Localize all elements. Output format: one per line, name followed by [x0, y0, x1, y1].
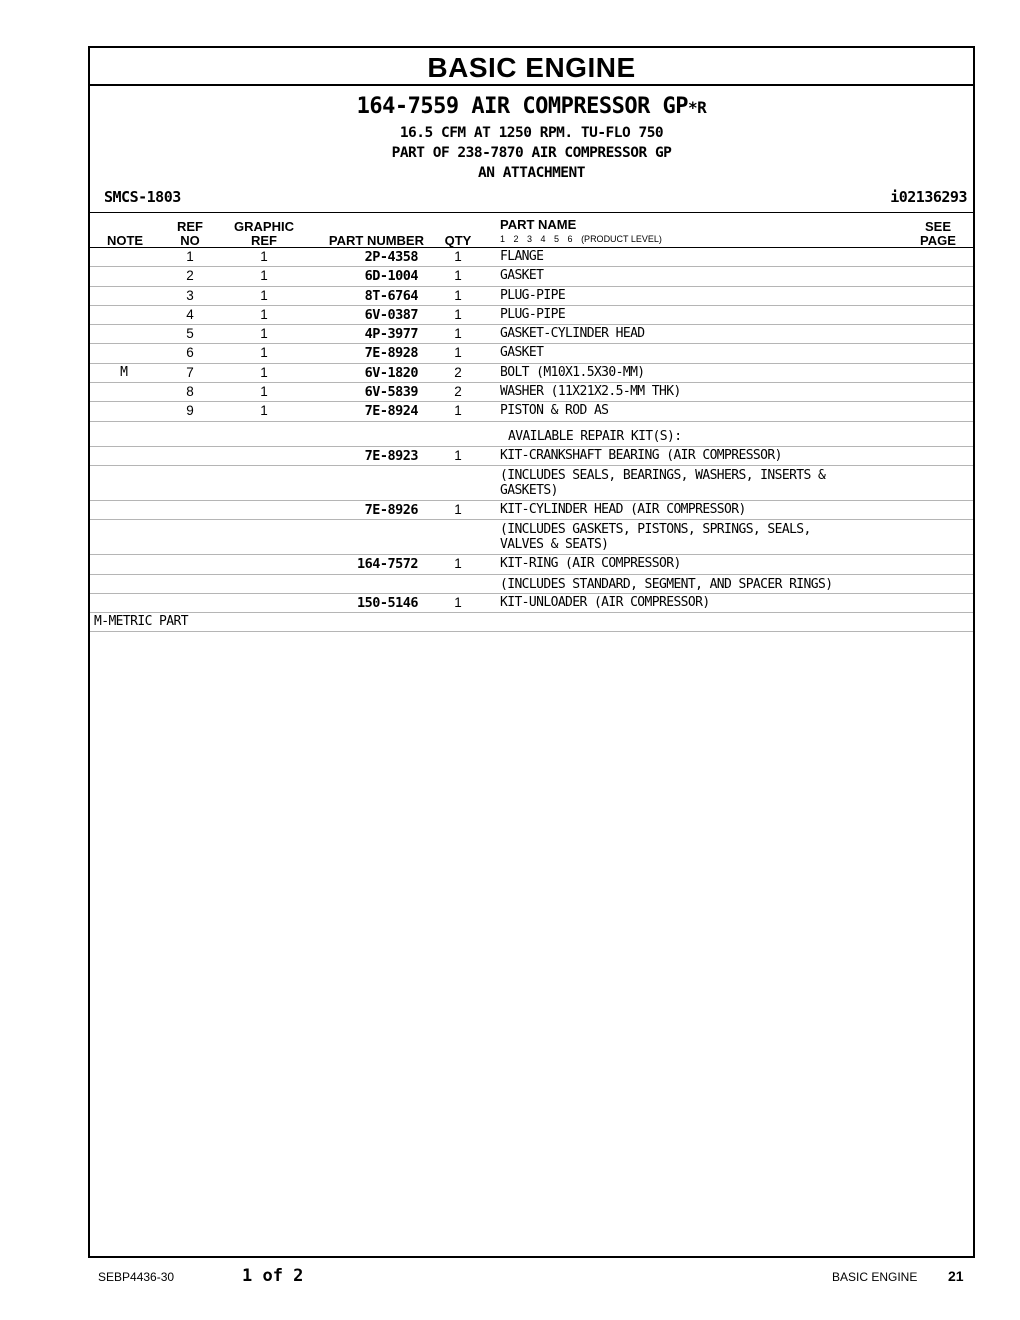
kit-qty-cell: 1 [454, 501, 462, 517]
graphic-ref-cell: 1 [260, 287, 268, 303]
table-row [90, 306, 973, 325]
illustration-id: i02136293 [890, 188, 967, 206]
title-line-1: 16.5 CFM AT 1250 RPM. TU-FLO 750 [399, 125, 664, 141]
header-see-top: SEE [924, 219, 951, 234]
qty-cell: 1 [454, 403, 462, 419]
graphic-ref-cell: 1 [260, 249, 268, 264]
kit-includes-line: (INCLUDES GASKETS, PISTONS, SPRINGS, SEALS, [500, 522, 811, 538]
kits-heading-row [90, 422, 973, 447]
part-number-cell: 8T-6764 [364, 287, 418, 304]
part-number-cell: 6V-1820 [364, 364, 418, 381]
ref-no-cell: 2 [186, 268, 194, 284]
part-number-cell: 7E-8928 [364, 345, 418, 362]
kit-part-number-cell: 164-7572 [356, 556, 418, 573]
footer-section: BASIC ENGINE [832, 1270, 918, 1284]
graphic-ref-cell: 1 [260, 345, 268, 361]
part-number-cell: 7E-8924 [364, 403, 418, 420]
footer-doc-id: SEBP4436-30 [98, 1270, 175, 1284]
table-row [90, 248, 973, 267]
qty-cell: 1 [454, 326, 462, 342]
title-line-3: AN ATTACHMENT [478, 165, 585, 181]
smcs-code: SMCS-1803 [104, 188, 181, 206]
table-row [90, 383, 973, 402]
ref-no-cell: 6 [186, 345, 194, 361]
header-part-number: PART NUMBER [328, 233, 424, 248]
kit-includes-row [90, 520, 973, 555]
kit-includes-row [90, 466, 973, 501]
kit-name-cell: KIT-RING (AIR COMPRESSOR) [500, 556, 681, 572]
title-line-2: PART OF 238-7870 AIR COMPRESSOR GP [391, 145, 672, 161]
ref-no-cell: 4 [186, 306, 194, 322]
group-title-text: 164-7559 AIR COMPRESSOR GP [356, 94, 689, 119]
kit-name-cell: KIT-CYLINDER HEAD (AIR COMPRESSOR) [500, 501, 746, 517]
kit-part-number-cell: 7E-8926 [364, 501, 418, 518]
footer-page-of: 1 of 2 [242, 1266, 304, 1286]
kit-part-number-cell: 7E-8923 [364, 447, 418, 464]
ref-no-cell: 5 [186, 326, 194, 342]
header-note: NOTE [106, 233, 144, 248]
part-name-cell: PLUG-PIPE [500, 306, 566, 322]
product-level-note: (PRODUCT LEVEL) [581, 234, 662, 244]
kit-qty-cell: 1 [454, 447, 462, 463]
title-block [90, 92, 973, 183]
part-number-cell: 4P-3977 [364, 326, 418, 343]
kit-row [90, 501, 973, 520]
header-see-bottom: PAGE [920, 233, 956, 248]
graphic-ref-cell: 1 [260, 364, 268, 380]
qty-cell: 1 [454, 268, 462, 284]
qty-cell: 1 [454, 306, 462, 322]
part-name-cell: GASKET [500, 345, 544, 361]
header-qty: QTY [444, 233, 472, 248]
section-title: BASIC ENGINE [90, 48, 973, 86]
legend-row [90, 613, 973, 632]
kit-qty-cell: 1 [454, 556, 462, 572]
part-number-cell: 6V-5839 [364, 384, 418, 401]
ref-no-cell: 7 [186, 364, 194, 380]
metric-legend: M-METRIC PART [94, 614, 188, 630]
header-ref-bottom: NO [180, 233, 200, 248]
note-cell: M [120, 364, 128, 380]
qty-cell: 1 [454, 287, 462, 303]
header-graphic-bottom: REF [251, 233, 277, 248]
footer-page-number: 21 [948, 1268, 964, 1284]
part-name-cell: WASHER (11X21X2.5-MM THK) [500, 384, 681, 400]
graphic-ref-cell: 1 [260, 268, 268, 284]
part-name-cell: GASKET [500, 268, 544, 284]
graphic-ref-cell: 1 [260, 326, 268, 342]
header-graphic-top: GRAPHIC [234, 219, 294, 234]
part-name-cell: PLUG-PIPE [500, 287, 566, 303]
table-row [90, 325, 973, 344]
part-name-cell: GASKET-CYLINDER HEAD [500, 326, 645, 342]
table-row [90, 364, 973, 383]
ref-no-cell: 1 [186, 249, 194, 264]
kit-includes-line: (INCLUDES STANDARD, SEGMENT, AND SPACER RINGS) [500, 576, 833, 592]
part-number-cell: 6V-0387 [364, 306, 418, 323]
part-name-cell: PISTON & ROD AS [500, 403, 609, 419]
kit-part-number-cell: 150-5146 [356, 594, 418, 611]
parts-table [90, 248, 973, 632]
product-level-header [500, 234, 662, 244]
graphic-ref-cell: 1 [260, 384, 268, 400]
header-ref-top: REF [177, 219, 203, 234]
qty-cell: 2 [454, 384, 462, 400]
qty-cell: 1 [454, 249, 462, 264]
table-row [90, 344, 973, 363]
kit-includes-line: VALVES & SEATS) [500, 537, 609, 553]
kit-includes-row [90, 575, 973, 594]
kit-row [90, 447, 973, 466]
qty-cell: 1 [454, 345, 462, 361]
kit-includes-line: (INCLUDES SEALS, BEARINGS, WASHERS, INSERTS & [500, 467, 826, 483]
kit-includes-line: GASKETS) [500, 482, 558, 498]
header-part-name: PART NAME [500, 217, 577, 232]
part-name-cell: BOLT (M10X1.5X30-MM) [500, 364, 645, 380]
table-row [90, 267, 973, 286]
graphic-ref-cell: 1 [260, 403, 268, 419]
title-mark: *R [688, 98, 707, 117]
table-top-rule [90, 212, 973, 213]
qty-cell: 2 [454, 364, 462, 380]
part-name-cell: FLANGE [500, 249, 544, 264]
kits-heading: AVAILABLE REPAIR KIT(S): [508, 428, 682, 444]
page-frame [88, 46, 975, 1258]
table-row [90, 287, 973, 306]
product-level-numbers: 1 2 3 4 5 6 [500, 234, 573, 244]
kit-name-cell: KIT-UNLOADER (AIR COMPRESSOR) [500, 594, 710, 610]
part-number-cell: 6D-1004 [364, 268, 418, 285]
kit-name-cell: KIT-CRANKSHAFT BEARING (AIR COMPRESSOR) [500, 447, 782, 463]
table-row [90, 402, 973, 421]
ref-no-cell: 9 [186, 403, 194, 419]
group-title [90, 92, 973, 123]
kit-qty-cell: 1 [454, 594, 462, 610]
kit-row [90, 594, 973, 613]
kit-row [90, 555, 973, 574]
graphic-ref-cell: 1 [260, 306, 268, 322]
part-number-cell: 2P-4358 [364, 249, 418, 265]
ref-no-cell: 3 [186, 287, 194, 303]
ref-no-cell: 8 [186, 384, 194, 400]
